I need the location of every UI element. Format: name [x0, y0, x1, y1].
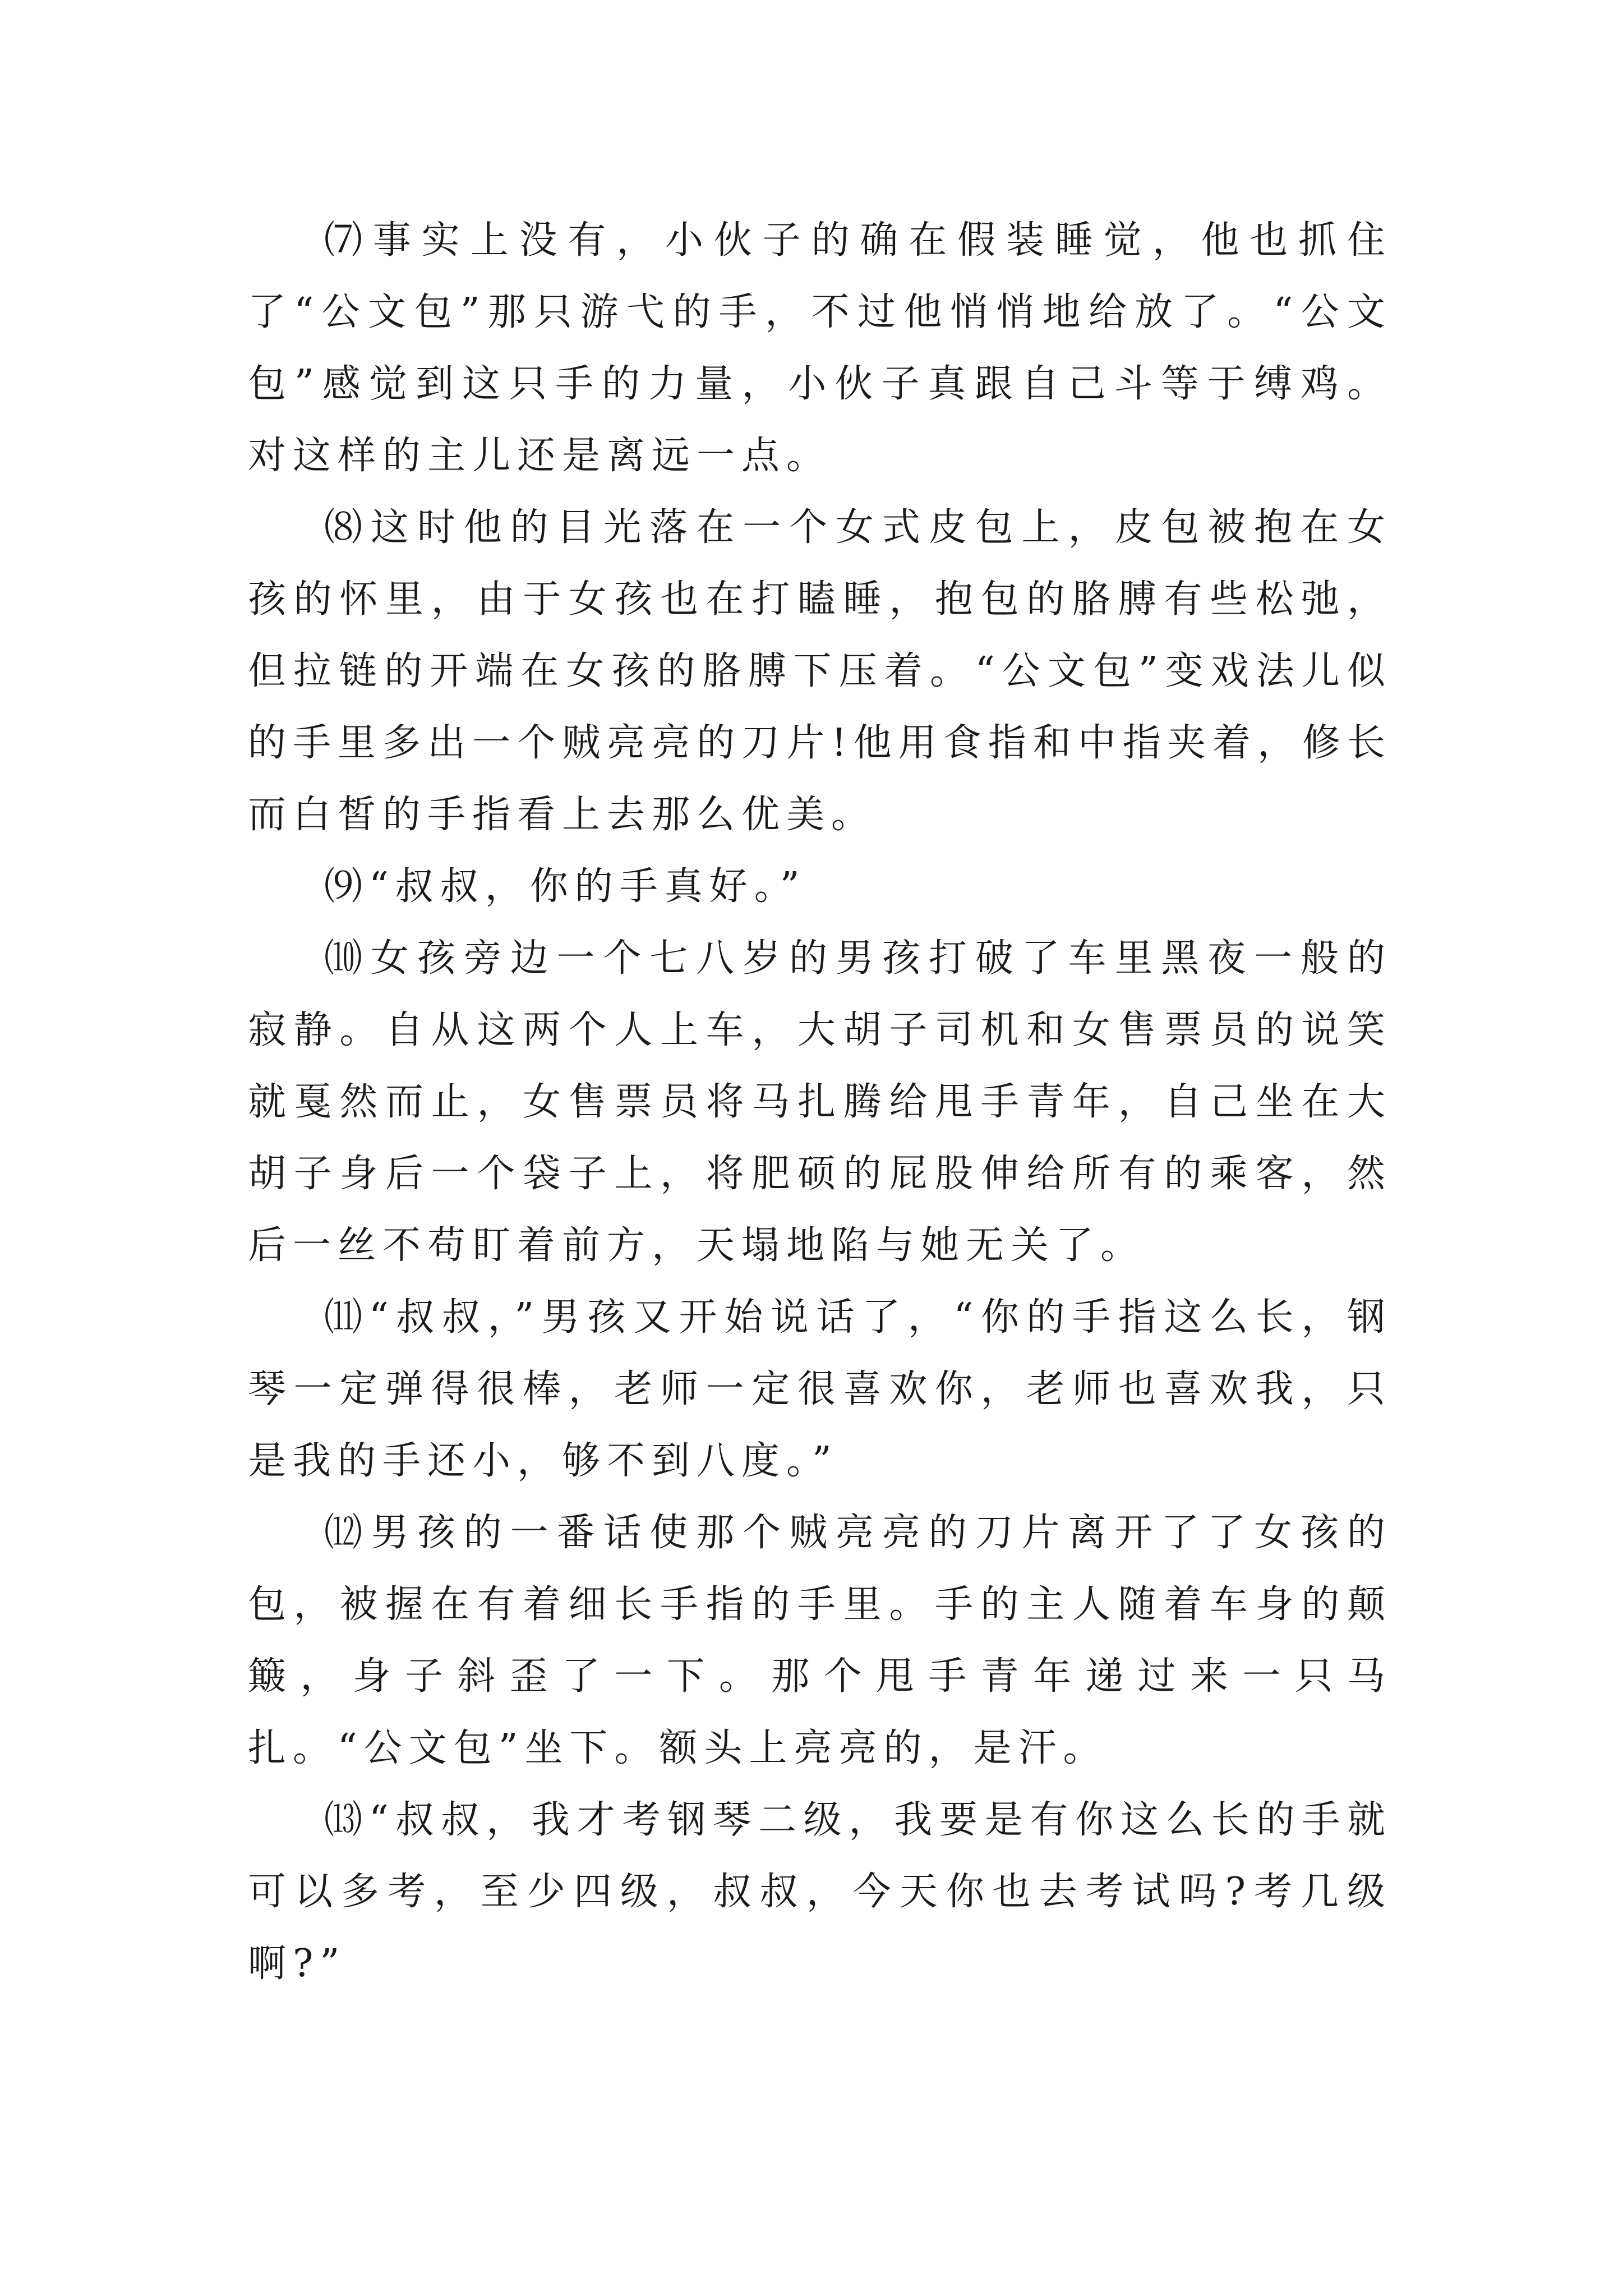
- paragraph-number: ⑿: [324, 1511, 370, 1555]
- paragraph-number: ⒀: [324, 1798, 370, 1842]
- paragraph-number: ⑽: [324, 936, 370, 981]
- paragraph-number: ⑼: [324, 864, 370, 909]
- paragraph-text: 男孩的一番话使那个贼亮亮的刀片离开了了女孩的包，被握在有着细长手指的手里。手的主人随着车身的颠簸，身子斜歪了一下。那个甩手青年递过来一只马扎。“公文包”坐下。额头上亮亮的，是汗。: [248, 1511, 1392, 1770]
- paragraph-7: [248, 205, 1392, 492]
- paragraph-text: “叔叔，你的手真好。”: [369, 864, 806, 909]
- paragraph-text: 事实上没有，小伙子的确在假装睡觉，他也抓住了“公文包”那只游弋的手，不过他悄悄地给放了。“公文包”感觉到这只手的力量，小伙子真跟自己斗等于缚鸡。对这样的主儿还是离远一点。: [248, 218, 1392, 478]
- paragraph-number: ⑻: [324, 505, 370, 550]
- paragraph-number: ⑾: [324, 1295, 370, 1340]
- paragraph-number: ⑺: [324, 218, 370, 263]
- paragraph-8: [248, 492, 1392, 851]
- paragraph-text: 女孩旁边一个七八岁的男孩打破了车里黑夜一般的寂静。自从这两个人上车，大胡子司机和女售票员的说笑就戛然而止，女售票员将马扎腾给甩手青年，自己坐在大胡子身后一个袋子上，将肥硕的屁股伸给所有的乘客，然后一丝不苟盯着前方，天塌地陷与她无关了。: [248, 936, 1392, 1268]
- paragraph-text: “叔叔，”男孩又开始说话了，“你的手指这么长，钢琴一定弹得很棒，老师一定很喜欢你，老师也喜欢我，只是我的手还小，够不到八度。”: [248, 1295, 1392, 1483]
- paragraph-12: [248, 1497, 1392, 1784]
- paragraph-9: [248, 851, 1392, 923]
- article-body: [248, 205, 1392, 2000]
- paragraph-13: [248, 1784, 1392, 2000]
- paragraph-text: “叔叔，我才考钢琴二级，我要是有你这么长的手就可以多考，至少四级，叔叔，今天你也去考试吗?考几级啊?”: [248, 1798, 1392, 1986]
- paragraph-10: [248, 923, 1392, 1282]
- paragraph-text: 这时他的目光落在一个女式皮包上，皮包被抱在女孩的怀里，由于女孩也在打瞌睡，抱包的胳膊有些松弛，但拉链的开端在女孩的胳膊下压着。“公文包”变戏法儿似的手里多出一个贼亮亮的刀片!他用食指和中指夹着，修长而白皙的手指看上去那么优美。: [248, 505, 1392, 837]
- paragraph-11: [248, 1282, 1392, 1497]
